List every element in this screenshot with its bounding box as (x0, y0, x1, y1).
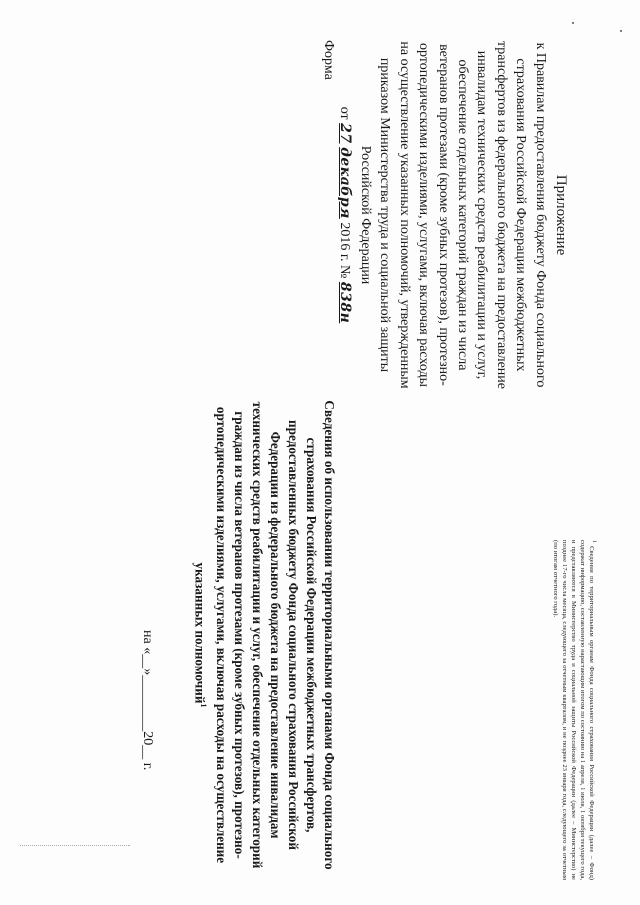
appendix-line: Российской Федерации (357, 145, 373, 285)
form-label: Форма (321, 40, 336, 80)
order-number-handwritten: 838н (336, 281, 353, 324)
appendix-line: на осуществление указанных полномочий, утвержденным (396, 41, 412, 389)
date-prefix: от (336, 106, 352, 120)
title-text: Сведения об использовании территориальными органами Фонда социального страхования Российской Федерации межбюджетных трансфертов, предоставленных бюджету Фонда социального страхования Российской Федерации из федерального бюджета на предоставление инвалидам технических средств реабилитации и услуг, обеспечение отдельных категорий граждан из числа ветеранов протезами (кроме зубных протезов), протезно-ортопедическими изделиями, услугами, включая расходы на осуществление указанных полномочий (192, 400, 337, 870)
appendix-line: ортопедическими изделиями, услугами, включая расходы (416, 42, 432, 388)
footnote-ref: 1 (199, 703, 208, 708)
date-month-handwritten: декабря (336, 147, 353, 219)
footnote-marker: 1 (591, 540, 597, 543)
appendix-block (334, 25, 570, 405)
footnote-text: Сведения по территориальным органам Фонда социального страхования Российской Федерации (далее – Фонд) содержат информацию, составленную нарастающим итогом по состоянию на 1 апреля, 1 июля, 1 октября текущего года, и представляются в Министерство труда и социальной защиты Российской Федерации (далее – Министерство) не позднее 17-го числа месяца, следующего за отчетным кварталом, и не позднее 23 января года, следующего за отчетным (по итогам отчетного года). (551, 540, 595, 880)
appendix-line: обеспечение отдельных категорий граждан из числа (454, 59, 470, 371)
scan-speck (572, 22, 574, 24)
appendix-line: трансфертов из федерального бюджета на предоставление (493, 40, 509, 390)
scan-speck (620, 30, 622, 32)
date-day-handwritten: 27 (336, 123, 353, 144)
scan-edge-dots (20, 845, 130, 886)
appendix-line: приказом Министерства труда и социальной защиты (377, 57, 393, 373)
report-date-field: на «__»________20__ г. (140, 630, 155, 771)
document-title (191, 400, 338, 870)
appendix-line: инвалидам технических средств реабилитации и услуг, (474, 50, 490, 380)
appendix-heading: Приложение (553, 174, 569, 256)
appendix-line: к Правилам предоставления бюджету Фонда социального (532, 42, 548, 388)
appendix-line: страхования Российской Федерации межбюджетных (513, 58, 529, 372)
footnote-block (478, 540, 598, 880)
footnote (551, 540, 598, 880)
approval-date-line (334, 25, 353, 405)
date-year: 2016 г. № (336, 222, 352, 279)
appendix-line: ветеранов протезами (кроме зубных протезов), протезно- (435, 44, 451, 386)
